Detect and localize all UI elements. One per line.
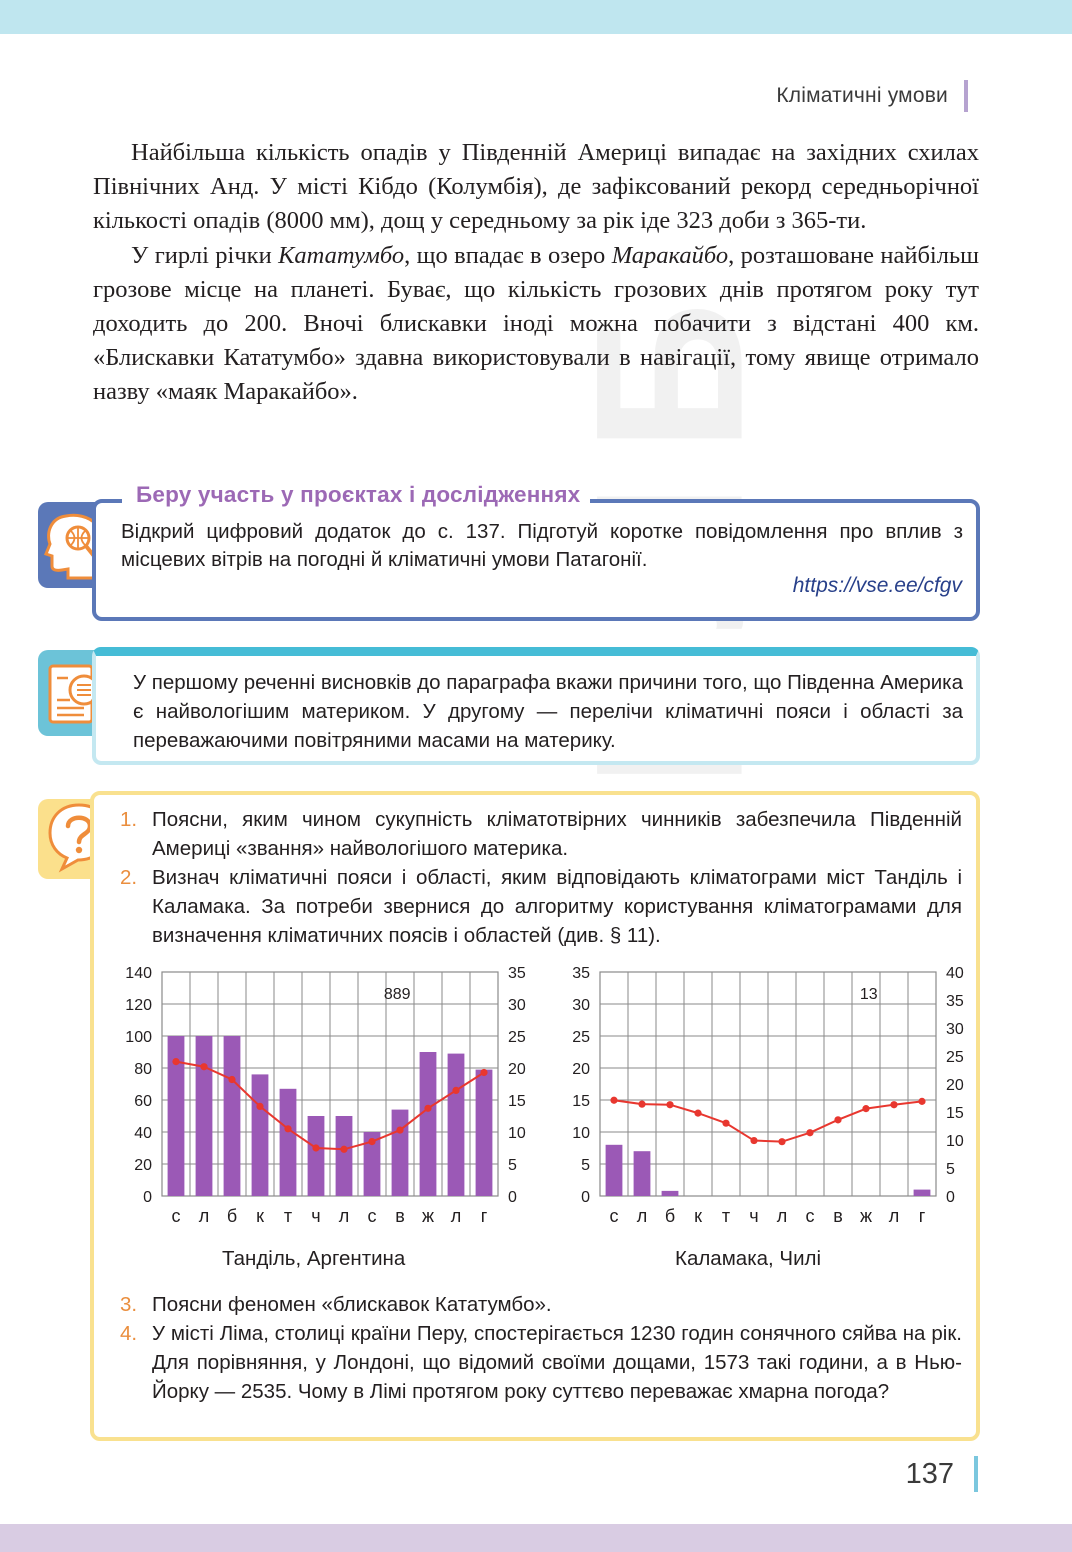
precipitation-bar: [280, 1089, 297, 1196]
precipitation-bar: [252, 1074, 269, 1196]
body-paragraph: [93, 136, 979, 239]
temperature-point: [834, 1116, 841, 1123]
y-right-tick-label: 25: [946, 1049, 964, 1066]
month-label: л: [450, 1206, 462, 1226]
project-title: Беру участь у проєктах і дослідженнях: [122, 482, 590, 508]
precipitation-bar: [476, 1070, 493, 1196]
temperature-point: [424, 1105, 431, 1112]
temperature-point: [722, 1120, 729, 1127]
month-label: л: [636, 1206, 648, 1226]
italic-term: Маракайбо: [611, 241, 729, 269]
y-left-tick-label: 20: [572, 1061, 590, 1078]
precipitation-bar: [336, 1116, 353, 1196]
month-label: в: [395, 1206, 405, 1226]
page-number-bar: [974, 1456, 978, 1492]
month-label: г: [918, 1206, 926, 1226]
annual-precipitation-label: 13: [859, 986, 878, 1003]
y-left-tick-label: 100: [125, 1029, 152, 1046]
y-left-tick-label: 25: [572, 1029, 590, 1046]
temperature-point: [452, 1087, 459, 1094]
climatogram-kalamaka: [550, 958, 980, 1228]
month-label: с: [805, 1206, 815, 1226]
question-number: 1.: [120, 808, 138, 831]
y-left-tick-label: 30: [572, 997, 590, 1014]
project-link[interactable]: https://vse.ee/cfgv: [792, 574, 962, 597]
temperature-point: [638, 1101, 645, 1108]
temperature-point: [666, 1101, 673, 1108]
month-label: л: [776, 1206, 788, 1226]
y-left-tick-label: 5: [581, 1157, 590, 1174]
month-label: г: [480, 1206, 488, 1226]
y-left-tick-label: 140: [125, 965, 152, 982]
summary-text: У першому реченні висновків до параграфа вкажи причини того, що Південна Америка є найвологішим материком. У другому — перелічи кліматичні пояси і області за переважаючими повітряними масами на материку.: [133, 671, 963, 752]
precipitation-bar: [606, 1145, 623, 1196]
month-label: т: [721, 1206, 731, 1226]
y-left-tick-label: 15: [572, 1093, 590, 1110]
text-run: , розташоване найбільш грозове місце на планеті. Буває, що кількість грозових днів протягом року тут доходить до 200. Вночі блискавки іноді можна побачити з відстані 400 км. «Блискавки Кататумбо» здавна використовували в навігації, тому явище отримало назву «маяк Маракайбо».: [93, 241, 979, 406]
y-right-tick-label: 30: [946, 1021, 964, 1038]
climatogram-tandil: [112, 958, 542, 1228]
question-number: 3.: [120, 1293, 138, 1316]
precipitation-bar: [308, 1116, 325, 1196]
top-color-band: [0, 0, 1072, 34]
month-label: л: [198, 1206, 210, 1226]
temperature-point: [368, 1138, 375, 1145]
question-item: [120, 1319, 962, 1406]
page-number: 137: [905, 1458, 954, 1490]
annual-precipitation-label: 889: [383, 986, 411, 1003]
month-label: в: [833, 1206, 843, 1226]
precipitation-bar: [634, 1151, 651, 1196]
month-label: к: [694, 1206, 702, 1226]
temperature-point: [610, 1097, 617, 1104]
precipitation-bar: [224, 1036, 241, 1196]
running-head: Кліматичні умови: [776, 84, 948, 107]
question-item: [120, 805, 962, 863]
precipitation-bar: [392, 1110, 409, 1196]
temperature-point: [862, 1105, 869, 1112]
question-text: Визнач кліматичні пояси і області, яким відповідають кліматограми міст Танділь і Каламака. За потреби звернися до алгоритму користування кліматограмами для визначення кліматичних поясів і областей (див. § 11).: [152, 866, 962, 947]
text-run: , що впадає в озеро: [404, 241, 612, 269]
y-right-tick-label: 5: [508, 1157, 517, 1174]
temperature-point: [172, 1058, 179, 1065]
y-left-tick-label: 0: [581, 1189, 590, 1206]
precipitation-bar: [914, 1190, 931, 1196]
temperature-point: [694, 1110, 701, 1117]
y-right-tick-label: 25: [508, 1029, 526, 1046]
y-left-tick-label: 60: [134, 1093, 152, 1110]
month-label: ч: [311, 1206, 321, 1226]
month-label: б: [664, 1206, 676, 1226]
month-label: с: [171, 1206, 181, 1226]
y-right-tick-label: 20: [508, 1061, 526, 1078]
y-right-tick-label: 20: [946, 1077, 964, 1094]
temperature-point: [806, 1129, 813, 1136]
y-left-tick-label: 120: [125, 997, 152, 1014]
month-label: т: [283, 1206, 293, 1226]
y-left-tick-label: 80: [134, 1061, 152, 1078]
month-label: с: [609, 1206, 619, 1226]
question-text: Поясни феномен «блискавок Кататумбо».: [152, 1293, 552, 1316]
y-right-tick-label: 10: [946, 1133, 964, 1150]
temperature-point: [228, 1076, 235, 1083]
temperature-point: [284, 1125, 291, 1132]
temperature-point: [918, 1098, 925, 1105]
temperature-point: [890, 1101, 897, 1108]
question-item: [120, 863, 962, 950]
question-text: У місті Ліма, столиці країни Перу, спостерігається 1230 годин сонячного сяйва на рік. Для порівняння, у Лондоні, що відомий своїми дощами, 1573 такі години, а в Нью-Йорку — 2535. Чому в Лімі протягом року суттєво переважає хмарна погода?: [152, 1322, 962, 1403]
questions-list-second: [120, 1290, 962, 1406]
y-left-tick-label: 10: [572, 1125, 590, 1142]
y-right-tick-label: 5: [946, 1161, 955, 1178]
y-right-tick-label: 0: [508, 1189, 517, 1206]
running-head-bar: [964, 80, 968, 112]
questions-list-first: [120, 805, 962, 950]
bottom-color-band: [0, 1524, 1072, 1552]
question-number: 4.: [120, 1322, 138, 1345]
temperature-point: [256, 1103, 263, 1110]
month-label: л: [338, 1206, 350, 1226]
y-right-tick-label: 10: [508, 1125, 526, 1142]
y-right-tick-label: 30: [508, 997, 526, 1014]
temperature-point: [200, 1063, 207, 1070]
month-label: ж: [859, 1206, 873, 1226]
month-label: ж: [421, 1206, 435, 1226]
body-text: [93, 136, 979, 410]
chart-caption-kalamaka: Каламака, Чилі: [675, 1247, 822, 1270]
text-run: У гирлі річки: [131, 241, 279, 269]
precipitation-bar: [448, 1054, 465, 1196]
y-right-tick-label: 15: [508, 1093, 526, 1110]
temperature-point: [312, 1144, 319, 1151]
question-text: Поясни, яким чином сукупність кліматотвірних чинників забезпечила Південній Америці «звання» найвологішого материка.: [152, 808, 962, 860]
temperature-point: [750, 1137, 757, 1144]
month-label: б: [226, 1206, 238, 1226]
y-left-tick-label: 35: [572, 965, 590, 982]
precipitation-bar: [662, 1191, 679, 1196]
y-right-tick-label: 35: [508, 965, 526, 982]
month-label: л: [888, 1206, 900, 1226]
y-left-tick-label: 0: [143, 1189, 152, 1206]
y-left-tick-label: 40: [134, 1125, 152, 1142]
temperature-point: [778, 1138, 785, 1145]
question-item: [120, 1290, 962, 1319]
temperature-point: [480, 1069, 487, 1076]
question-number: 2.: [120, 866, 138, 889]
chart-caption-tandil: Танділь, Аргентина: [222, 1247, 406, 1270]
temperature-point: [396, 1126, 403, 1133]
temperature-point: [340, 1146, 347, 1153]
month-label: с: [367, 1206, 377, 1226]
text-run: Найбільша кількість опадів у Південній Америці випадає на західних схилах Північних Анд. У місті Кібдо (Колумбія), де зафіксований рекорд середньорічної кількості опадів (8000 мм), дощ у середньому за рік іде 323 доби з 365-ти.: [93, 139, 979, 235]
project-text: Відкрий цифровий додаток до с. 137. Підготуй коротке повідомлення про вплив з місцевих вітрів на погодні й кліматичні умови Патагонії.: [121, 520, 963, 571]
month-label: ч: [749, 1206, 759, 1226]
y-right-tick-label: 15: [946, 1105, 964, 1122]
y-right-tick-label: 40: [946, 965, 964, 982]
precipitation-bar: [420, 1052, 437, 1196]
body-paragraph: [93, 239, 979, 410]
italic-term: Кататумбо: [278, 241, 405, 269]
y-right-tick-label: 35: [946, 993, 964, 1010]
precipitation-bar: [196, 1036, 213, 1196]
y-right-tick-label: 0: [946, 1189, 955, 1206]
y-left-tick-label: 20: [134, 1157, 152, 1174]
month-label: к: [256, 1206, 264, 1226]
